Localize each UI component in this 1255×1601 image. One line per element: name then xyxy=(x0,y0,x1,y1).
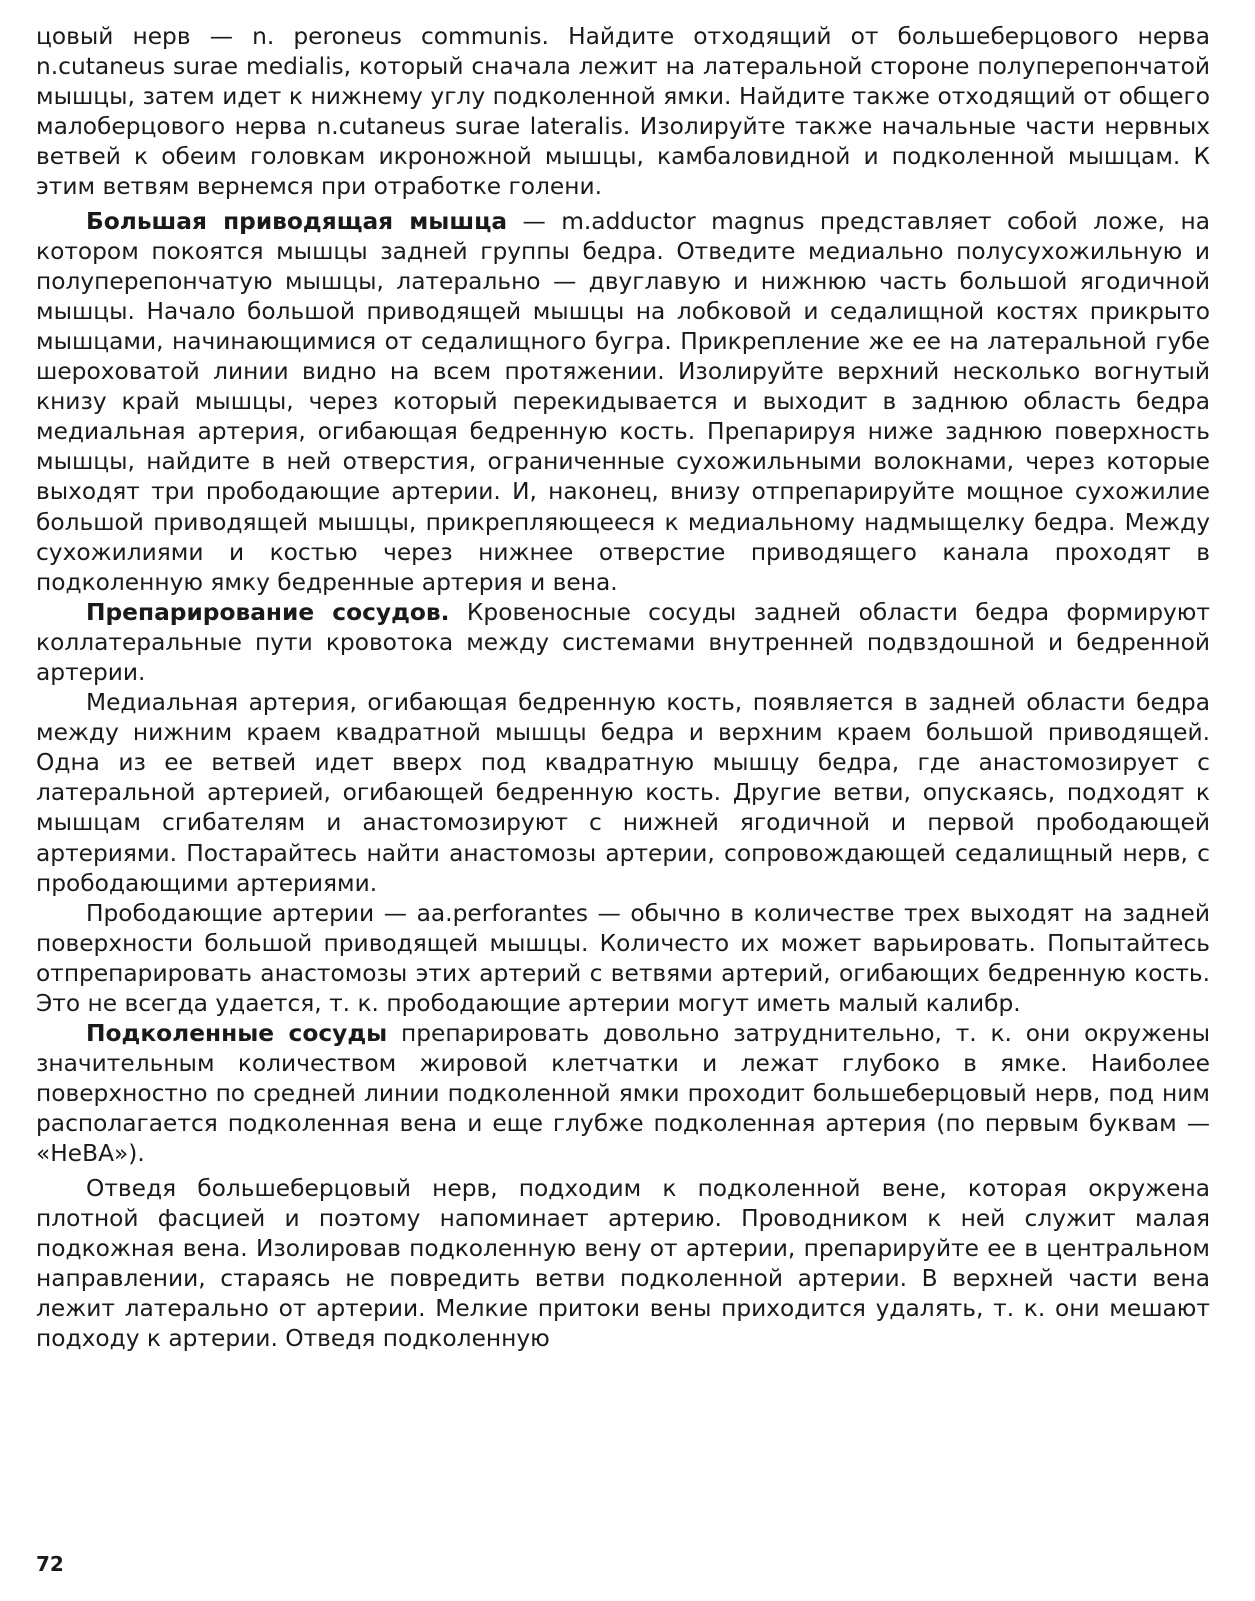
paragraph-2-text: — m.adductor magnus представляет собой ложе, на котором покоятся мышцы задней группы бедра. Отведите медиально полусухожильную и полуперепончатую мышцы, латерально — двуглавую и нижнюю часть большой ягодичной мышцы. Начало большой приводящей мышцы на лобковой и седалищной костях прикрыто мышцами, начинающимися от седалищного бугра. Прикрепление же ее на латеральной губе шероховатой линии видно на всем протяжении. Изолируйте верхний несколько вогнутый книзу край мышцы, через который перекидывается и выходит в заднюю область бедра медиальная артерия, огибающая бедренную кость. Препарируя ниже заднюю поверхность мышцы, найдите в ней отверстия, ограниченные сухожильными волокнами, через которые выходят три прободающие артерии. И, наконец, внизу отпрепарируйте мощное сухожилие большой приводящей мышцы, прикрепляющееся к медиальному надмыщелку бедра. Между сухожилиями и костью через нижнее отверстие приводящего канала проходят в подколенную ямку бедренные артерия и вена. xyxy=(36,207,1210,596)
page-number: 72 xyxy=(36,1552,64,1576)
paragraph-7 xyxy=(36,1174,1210,1355)
paragraph-4-text: Медиальная артерия, огибающая бедренную кость, появляется в задней области бедра между нижним краем квадратной мышцы бедра и верхним краем большой приводящей. Одна из ее ветвей идет вверх под квадратную мышцу бедра, где анастомозирует с латеральной артерией, огибающей бедренную кость. Другие ветви, опускаясь, подходят к мышцам сгибателям и анастомозируют с нижней ягодичной и первой прободающей артериями. Постарайтесь найти анастомозы артерии, сопровождающей седалищный нерв, с прободающими артериями. xyxy=(36,689,1210,897)
paragraph-2-lead: Большая приводящая мышца xyxy=(86,207,508,235)
paragraph-3 xyxy=(36,598,1210,688)
paragraph-6-lead: Подколенные сосуды xyxy=(86,1020,388,1048)
paragraph-7-text: Отведя большеберцовый нерв, подходим к подколенной вене, которая окружена плотной фасцией и поэтому напоминает артерию. Проводником к ней служит малая подкожная вена. Изолировав подколенную вену от артерии, препарируйте ее в центральном направлении, стараясь не повредить ветви подколенной артерии. В верхней части вена лежит латерально от артерии. Мелкие притоки вены приходится удалять, т. к. они мешают подходу к артерии. Отведя подколенную xyxy=(36,1174,1210,1353)
paragraph-3-text: Кровеносные сосуды задней области бедра формируют коллатеральные пути кровотока между системами внутренней подвздошной и бедренной артерии. xyxy=(36,598,1210,686)
page-body xyxy=(36,22,1210,1354)
paragraph-5-text: Прободающие артерии — aa.perforantes — обычно в количестве трех выходят на задней поверхности большой приводящей мышцы. Количесто их может варьировать. Попытайтесь отпрепарировать анастомозы этих артерий с ветвями артерий, огибающих бедренную кость. Это не всегда удается, т. к. прободающие артерии могут иметь малый калибр. xyxy=(36,899,1210,1017)
paragraph-6 xyxy=(36,1019,1210,1169)
paragraph-4 xyxy=(36,688,1210,899)
paragraph-1 xyxy=(36,22,1210,203)
paragraph-6-text: препарировать довольно затруднительно, т. к. они окружены значительным количеством жировой клетчатки и лежат глубоко в ямке. Наиболее поверхностно по средней линии подколенной ямки проходит большеберцовый нерв, под ним располагается подколенная вена и еще глубже подколенная артерия (по первым буквам — «НеВА»). xyxy=(36,1020,1210,1168)
paragraph-3-lead: Препарирование сосудов. xyxy=(86,598,450,626)
paragraph-2 xyxy=(36,207,1210,598)
paragraph-5 xyxy=(36,899,1210,1019)
paragraph-1-text: цовый нерв — n. peroneus communis. Найдите отходящий от большеберцового нерва n.cutaneus surae medialis, который сначала лежит на латеральной стороне полуперепончатой мышцы, затем идет к нижнему углу подколенной ямки. Найдите также отходящий от общего малоберцового нерва n.cutaneus surae lateralis. Изолируйте также начальные части нервных ветвей к обеим головкам икроножной мышцы, камбаловидной и подколенной мышцам. К этим ветвям вернемся при отработке голени. xyxy=(36,23,1210,201)
